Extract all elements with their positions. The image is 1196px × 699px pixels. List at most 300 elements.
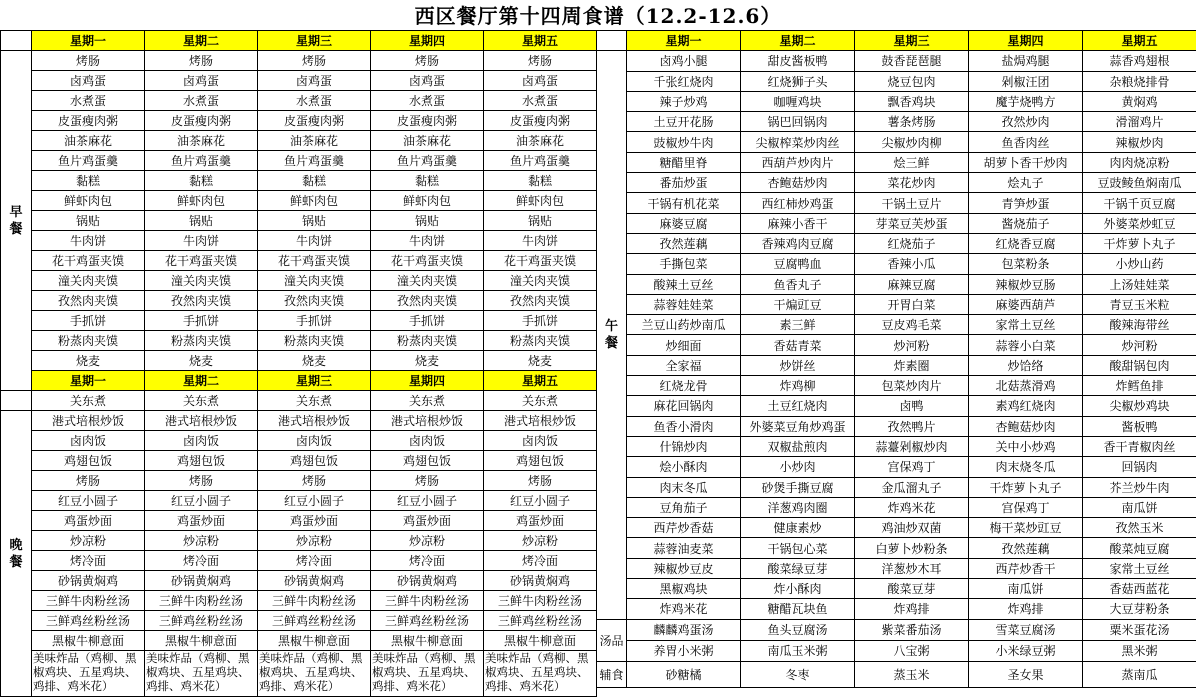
menu-cell: 孜然肉夹馍	[145, 291, 258, 311]
table-row	[597, 396, 1196, 416]
empty-corner-cell	[597, 31, 627, 51]
table-row	[1, 291, 597, 311]
menu-cell: 蒜薹剁椒炒肉	[855, 436, 969, 456]
menu-cell: 尖椒炒鸡块	[1083, 396, 1196, 416]
menu-cell: 红烧狮子头	[741, 71, 855, 91]
menu-cell: 手抓饼	[484, 311, 597, 331]
menu-cell: 家常土豆丝	[969, 315, 1083, 335]
menu-cell: 蒜蓉油麦菜	[627, 538, 741, 558]
menu-cell: 烧麦	[145, 351, 258, 371]
menu-cell: 宫保鸡丁	[969, 497, 1083, 517]
menu-cell: 卤鸡蛋	[371, 71, 484, 91]
menu-cell: 宫保鸡丁	[855, 457, 969, 477]
day-header: 星期一	[627, 31, 741, 51]
menu-cell: 尖椒炒肉柳	[855, 132, 969, 152]
menu-cell: 港式培根炒饭	[484, 411, 597, 431]
menu-cell: 鱼片鸡蛋羹	[145, 151, 258, 171]
menu-cell: 手抓饼	[145, 311, 258, 331]
menu-cell: 美味炸品（鸡柳、黑椒鸡块、五星鸡块、鸡排、鸡米花）	[32, 651, 145, 697]
menu-cell: 红豆小圆子	[32, 491, 145, 511]
menu-cell: 砂锅黄焖鸡	[32, 571, 145, 591]
menu-cell: 辣椒炒肉	[1083, 132, 1196, 152]
menu-cell: 港式培根炒饭	[145, 411, 258, 431]
menu-cell: 洋葱鸡肉圈	[741, 497, 855, 517]
menu-cell: 黑椒牛柳意面	[32, 631, 145, 651]
menu-cell: 锅贴	[145, 211, 258, 231]
menu-cell: 水煮蛋	[32, 91, 145, 111]
page-title: 西区餐厅第十四周食谱（12.2-12.6）	[414, 4, 782, 28]
menu-cell: 千张红烧肉	[627, 71, 741, 91]
menu-cell: 健康素炒	[741, 518, 855, 538]
menu-cell: 鼓香琵琶腿	[855, 51, 969, 71]
menu-cell: 炒河粉	[1083, 335, 1196, 355]
menu-cell: 烤冷面	[484, 551, 597, 571]
menu-cell: 炒饸络	[969, 355, 1083, 375]
menu-cell: 锅贴	[371, 211, 484, 231]
menu-cell: 关东煮	[145, 391, 258, 411]
soup-label: 汤品	[597, 619, 627, 661]
table-row	[597, 497, 1196, 517]
table-row	[597, 640, 1196, 661]
menu-cell: 鲜虾肉包	[484, 191, 597, 211]
menu-cell: 红烧龙骨	[627, 376, 741, 396]
menu-cell: 手撕包菜	[627, 254, 741, 274]
table-row	[597, 619, 1196, 640]
menu-cell: 美味炸品（鸡柳、黑椒鸡块、五星鸡块、鸡排、鸡米花）	[484, 651, 597, 697]
menu-cell: 卤鸡小腿	[627, 51, 741, 71]
menu-cell: 牛肉饼	[145, 231, 258, 251]
menu-cell: 美味炸品（鸡柳、黑椒鸡块、五星鸡块、鸡排、鸡米花）	[258, 651, 371, 697]
menu-cell: 酸辣海带丝	[1083, 315, 1196, 335]
table-row	[1, 331, 597, 351]
table-row	[597, 376, 1196, 396]
side-dish-label: 辅食	[597, 661, 627, 687]
menu-cell: 包菜粉条	[969, 254, 1083, 274]
menu-cell: 关中小炒鸡	[969, 436, 1083, 456]
table-row	[1, 111, 597, 131]
menu-cell: 炸鸡排	[855, 599, 969, 619]
menu-cell: 炒凉粉	[258, 531, 371, 551]
menu-cell: 鸡蛋炒面	[32, 511, 145, 531]
menu-cell: 砂锅黄焖鸡	[145, 571, 258, 591]
menu-cell: 红烧香豆腐	[969, 233, 1083, 253]
menu-cell: 豉椒炒牛肉	[627, 132, 741, 152]
menu-cell: 烧麦	[258, 351, 371, 371]
menu-cell: 上汤娃娃菜	[1083, 274, 1196, 294]
table-row	[1, 591, 597, 611]
menu-cell: 烤肠	[32, 471, 145, 491]
menu-cell: 飘香鸡块	[855, 91, 969, 111]
table-row	[1, 311, 597, 331]
menu-cell: 辣椒炒豆皮	[627, 558, 741, 578]
menu-cell: 北菇蒸滑鸡	[969, 376, 1083, 396]
menu-cell: 炸鸡排	[969, 599, 1083, 619]
menu-cell: 粉蒸肉夹馍	[258, 331, 371, 351]
menu-cell: 辣子炒鸡	[627, 91, 741, 111]
menu-cell: 黑椒牛柳意面	[145, 631, 258, 651]
menu-cell: 麻辣豆腐	[855, 274, 969, 294]
menu-cell: 番茄炒蛋	[627, 173, 741, 193]
table-row	[597, 579, 1196, 599]
menu-cell: 卤鸡蛋	[258, 71, 371, 91]
menu-cell: 八宝粥	[855, 640, 969, 661]
menu-cell: 酸菜炖豆腐	[1083, 538, 1196, 558]
menu-cell: 港式培根炒饭	[371, 411, 484, 431]
menu-cell: 豆皮鸡毛菜	[855, 315, 969, 335]
menu-cell: 卤鸡蛋	[145, 71, 258, 91]
table-row	[597, 274, 1196, 294]
menu-cell: 孜然肉夹馍	[32, 291, 145, 311]
menu-cell: 锅贴	[484, 211, 597, 231]
menu-cell: 黄焖鸡	[1083, 91, 1196, 111]
menu-cell: 素三鲜	[741, 315, 855, 335]
menu-cell: 蒜蓉娃娃菜	[627, 294, 741, 314]
menu-cell: 卤肉饭	[484, 431, 597, 451]
menu-cell: 圣女果	[969, 661, 1083, 687]
menu-cell: 烤肠	[371, 471, 484, 491]
menu-cell: 大豆芽粉条	[1083, 599, 1196, 619]
menu-cell: 全家福	[627, 355, 741, 375]
menu-cell: 潼关肉夹馍	[371, 271, 484, 291]
menu-cell: 花干鸡蛋夹馍	[484, 251, 597, 271]
table-row	[1, 351, 597, 371]
menu-cell: 干锅千页豆腐	[1083, 193, 1196, 213]
menu-cell: 鲜虾肉包	[371, 191, 484, 211]
menu-cell: 三鲜牛肉粉丝汤	[371, 591, 484, 611]
menu-cell: 烤肠	[484, 51, 597, 71]
menu-cell: 麻辣小香干	[741, 213, 855, 233]
table-row	[1, 51, 597, 71]
day-header: 星期二	[145, 371, 258, 391]
menu-cell: 豆腐鸭血	[741, 254, 855, 274]
menu-cell: 小炒肉	[741, 457, 855, 477]
menu-cell: 锅贴	[258, 211, 371, 231]
menu-cell: 养胃小米粥	[627, 640, 741, 661]
menu-cell: 干锅有机花菜	[627, 193, 741, 213]
menu-cell: 关东煮	[32, 391, 145, 411]
breakfast-label-text: 早餐	[9, 204, 23, 237]
menu-cell: 烤肠	[145, 471, 258, 491]
day-header: 星期四	[371, 371, 484, 391]
day-header: 星期五	[484, 371, 597, 391]
menu-cell: 鸡蛋炒面	[258, 511, 371, 531]
menu-cell: 开胃白菜	[855, 294, 969, 314]
menu-cell: 砂糖橘	[627, 661, 741, 687]
menu-cell: 尖椒榨菜炒肉丝	[741, 132, 855, 152]
menu-cell: 鸡翅包饭	[145, 451, 258, 471]
menu-cell: 冬枣	[741, 661, 855, 687]
menu-cell: 烩三鲜	[855, 152, 969, 172]
menu-cell: 烤冷面	[145, 551, 258, 571]
table-row	[597, 661, 1196, 687]
menu-cell: 卤鸡蛋	[484, 71, 597, 91]
menu-cell: 杏鲍菇炒肉	[741, 173, 855, 193]
menu-cell: 美味炸品（鸡柳、黑椒鸡块、五星鸡块、鸡排、鸡米花）	[371, 651, 484, 697]
table-row	[1, 611, 597, 631]
menu-cell: 干炸萝卜丸子	[1083, 233, 1196, 253]
table-row	[1, 151, 597, 171]
table-row	[597, 213, 1196, 233]
menu-cell: 烤肠	[258, 471, 371, 491]
menu-cell: 卤肉饭	[258, 431, 371, 451]
lunch-label-text: 午餐	[604, 318, 618, 351]
menu-cell: 包菜炒肉片	[855, 376, 969, 396]
menu-cell: 炒凉粉	[371, 531, 484, 551]
menu-cell: 紫菜番茄汤	[855, 619, 969, 640]
menu-cell: 油茶麻花	[484, 131, 597, 151]
menu-cell: 炒凉粉	[145, 531, 258, 551]
menu-cell: 烧麦	[32, 351, 145, 371]
menu-cell: 炒凉粉	[32, 531, 145, 551]
menu-cell: 肉末冬瓜	[627, 477, 741, 497]
right-menu-table	[596, 30, 1196, 688]
menu-cell: 香菇西蓝花	[1083, 579, 1196, 599]
day-header: 星期五	[484, 31, 597, 51]
menu-cell: 鲜虾肉包	[258, 191, 371, 211]
menu-cell: 卤肉饭	[32, 431, 145, 451]
menu-cell: 雪菜豆腐汤	[969, 619, 1083, 640]
menu-cell: 黑椒鸡块	[627, 579, 741, 599]
breakfast-label	[1, 51, 32, 391]
menu-cell: 鲜虾肉包	[32, 191, 145, 211]
menu-cell: 关东煮	[258, 391, 371, 411]
menu-cell: 烩小酥肉	[627, 457, 741, 477]
table-row	[1, 571, 597, 591]
menu-cell: 烤冷面	[258, 551, 371, 571]
menu-cell: 西红柿炒鸡蛋	[741, 193, 855, 213]
menu-cell: 鸡油炒双菌	[855, 518, 969, 538]
menu-cell: 青豆玉米粒	[1083, 294, 1196, 314]
menu-cell: 卤鸭	[855, 396, 969, 416]
menu-cell: 麟麟鸡蛋汤	[627, 619, 741, 640]
menu-cell: 牛肉饼	[32, 231, 145, 251]
menu-cell: 豆角茄子	[627, 497, 741, 517]
table-row	[597, 477, 1196, 497]
menu-cell: 孜然鸭片	[855, 416, 969, 436]
menu-cell: 鱼香小滑肉	[627, 416, 741, 436]
menu-cell: 砂锅黄焖鸡	[258, 571, 371, 591]
menu-cell: 孜然炒肉	[969, 112, 1083, 132]
menu-cell: 蒸南瓜	[1083, 661, 1196, 687]
menu-cell: 金瓜溜丸子	[855, 477, 969, 497]
table-row	[1, 551, 597, 571]
menu-cell: 孜然莲藕	[969, 538, 1083, 558]
menu-cell: 炒饼丝	[741, 355, 855, 375]
day-header: 星期一	[32, 371, 145, 391]
menu-cell: 烩丸子	[969, 173, 1083, 193]
menu-cell: 水煮蛋	[371, 91, 484, 111]
menu-cell: 烤冷面	[32, 551, 145, 571]
menu-cell: 鱼头豆腐汤	[741, 619, 855, 640]
menu-cell: 红豆小圆子	[371, 491, 484, 511]
table-row	[1, 431, 597, 451]
menu-cell: 炒细面	[627, 335, 741, 355]
menu-cell: 孜然肉夹馍	[258, 291, 371, 311]
table-row	[1, 631, 597, 651]
menu-cell: 蒜蓉小白菜	[969, 335, 1083, 355]
table-row	[1, 251, 597, 271]
menu-cell: 芥兰炒牛肉	[1083, 477, 1196, 497]
menu-cell: 南瓜饼	[969, 579, 1083, 599]
menu-cell: 炸鳕鱼排	[1083, 376, 1196, 396]
menu-cell: 西芹炒香菇	[627, 518, 741, 538]
menu-cell: 蒜香鸡翅根	[1083, 51, 1196, 71]
menu-cell: 鸡蛋炒面	[371, 511, 484, 531]
menu-cell: 酸辣土豆丝	[627, 274, 741, 294]
menu-cell: 红豆小圆子	[484, 491, 597, 511]
table-row	[1, 91, 597, 111]
table-row	[597, 152, 1196, 172]
menu-cell: 三鲜牛肉粉丝汤	[484, 591, 597, 611]
menu-cell: 烤冷面	[371, 551, 484, 571]
menu-cell: 兰豆山药炒南瓜	[627, 315, 741, 335]
menu-cell: 水煮蛋	[145, 91, 258, 111]
day-header: 星期三	[855, 31, 969, 51]
menu-cell: 三鲜牛肉粉丝汤	[32, 591, 145, 611]
menu-cell: 三鲜鸡丝粉丝汤	[371, 611, 484, 631]
menu-cell: 酸菜绿豆芽	[741, 558, 855, 578]
menu-cell: 皮蛋瘦肉粥	[484, 111, 597, 131]
menu-cell: 三鲜鸡丝粉丝汤	[145, 611, 258, 631]
table-row	[597, 112, 1196, 132]
menu-cell: 孜然肉夹馍	[371, 291, 484, 311]
menu-cell: 素鸡红烧肉	[969, 396, 1083, 416]
day-header-row	[597, 31, 1196, 51]
menu-cell: 小米绿豆粥	[969, 640, 1083, 661]
dinner-label	[1, 411, 32, 697]
menu-cell: 黑椒牛柳意面	[484, 631, 597, 651]
menu-cell: 鸡翅包饭	[32, 451, 145, 471]
menu-cell: 皮蛋瘦肉粥	[32, 111, 145, 131]
table-row	[597, 355, 1196, 375]
menu-cell: 手抓饼	[32, 311, 145, 331]
menu-cell: 黏糕	[32, 171, 145, 191]
menu-cell: 酱板鸭	[1083, 416, 1196, 436]
menu-cell: 南瓜玉米粥	[741, 640, 855, 661]
empty-corner-cell	[1, 31, 32, 51]
menu-cell: 豆豉鲮鱼焖南瓜	[1083, 173, 1196, 193]
menu-cell: 炒河粉	[855, 335, 969, 355]
menu-cell: 杏鲍菇炒肉	[969, 416, 1083, 436]
table-row	[597, 457, 1196, 477]
menu-cell: 烤肠	[484, 471, 597, 491]
menu-cell: 咖喱鸡块	[741, 91, 855, 111]
table-row	[1, 471, 597, 491]
menu-cell: 港式培根炒饭	[32, 411, 145, 431]
table-row	[597, 51, 1196, 71]
menu-cell: 滑溜鸡片	[1083, 112, 1196, 132]
table-row	[1, 131, 597, 151]
menu-cell: 鸡翅包饭	[484, 451, 597, 471]
menu-cell: 牛肉饼	[484, 231, 597, 251]
menu-cell: 鱼片鸡蛋羹	[32, 151, 145, 171]
table-row	[1, 271, 597, 291]
table-row	[597, 558, 1196, 578]
menu-cell: 麻婆豆腐	[627, 213, 741, 233]
table-row	[597, 518, 1196, 538]
table-row	[597, 294, 1196, 314]
menu-cell: 油茶麻花	[371, 131, 484, 151]
table-row	[1, 171, 597, 191]
menu-cell: 关东煮	[484, 391, 597, 411]
day-header: 星期三	[258, 31, 371, 51]
day-header: 星期二	[145, 31, 258, 51]
menu-cell: 双椒盐煎肉	[741, 436, 855, 456]
menu-cell: 麻婆西葫芦	[969, 294, 1083, 314]
menu-cell: 干锅土豆片	[855, 193, 969, 213]
menu-cell: 土豆开花肠	[627, 112, 741, 132]
menu-cell: 盐焗鸡腿	[969, 51, 1083, 71]
table-row	[597, 233, 1196, 253]
menu-cell: 什锦炒肉	[627, 436, 741, 456]
menu-cell: 三鲜鸡丝粉丝汤	[32, 611, 145, 631]
table-row	[597, 193, 1196, 213]
menu-cell: 香菇青菜	[741, 335, 855, 355]
menu-cell: 酱烧茄子	[969, 213, 1083, 233]
menu-cell: 西葫芦炒肉片	[741, 152, 855, 172]
menu-cell: 油茶麻花	[258, 131, 371, 151]
table-row	[597, 416, 1196, 436]
left-menu-table	[0, 30, 597, 697]
table-row	[1, 211, 597, 231]
menu-cell: 麻花回锅肉	[627, 396, 741, 416]
menu-cell: 砂锅黄焖鸡	[371, 571, 484, 591]
menu-cell: 酸甜锅包肉	[1083, 355, 1196, 375]
menu-cell: 水煮蛋	[484, 91, 597, 111]
menu-cell: 卤鸡蛋	[32, 71, 145, 91]
menu-cell: 黏糕	[371, 171, 484, 191]
table-row	[1, 191, 597, 211]
menu-cell: 红烧茄子	[855, 233, 969, 253]
menu-cell: 粟米蛋花汤	[1083, 619, 1196, 640]
menu-cell: 芽菜豆芙炒蛋	[855, 213, 969, 233]
menu-cell: 手抓饼	[258, 311, 371, 331]
menu-cell: 西芹炒香干	[969, 558, 1083, 578]
day-header-row	[1, 31, 597, 51]
menu-cell: 港式培根炒饭	[258, 411, 371, 431]
table-row	[1, 411, 597, 431]
menu-cell: 干煸豇豆	[741, 294, 855, 314]
menu-cell: 干锅包心菜	[741, 538, 855, 558]
table-row	[597, 71, 1196, 91]
menu-cell: 胡萝卜香干炒肉	[969, 152, 1083, 172]
menu-cell: 牛肉饼	[371, 231, 484, 251]
menu-cell: 南瓜饼	[1083, 497, 1196, 517]
menu-cell: 杂粮烧排骨	[1083, 71, 1196, 91]
menu-cell: 鱼片鸡蛋羹	[371, 151, 484, 171]
table-row	[597, 254, 1196, 274]
menu-cell: 潼关肉夹馍	[145, 271, 258, 291]
lunch-label	[597, 51, 627, 619]
menu-cell: 手抓饼	[371, 311, 484, 331]
menu-cell: 皮蛋瘦肉粥	[145, 111, 258, 131]
menu-cell: 香辣鸡肉豆腐	[741, 233, 855, 253]
table-row	[1, 511, 597, 531]
menu-cell: 黑米粥	[1083, 640, 1196, 661]
menu-cell: 鱼片鸡蛋羹	[484, 151, 597, 171]
menu-cell: 肉末烧冬瓜	[969, 457, 1083, 477]
menu-cell: 花干鸡蛋夹馍	[258, 251, 371, 271]
menu-cell: 花干鸡蛋夹馍	[32, 251, 145, 271]
menu-cell: 锅贴	[32, 211, 145, 231]
menu-cell: 烤肠	[32, 51, 145, 71]
menu-cell: 炸小酥肉	[741, 579, 855, 599]
menu-cell: 香干青椒肉丝	[1083, 436, 1196, 456]
table-row	[597, 91, 1196, 111]
menu-cell: 三鲜牛肉粉丝汤	[145, 591, 258, 611]
menu-cell: 炒凉粉	[484, 531, 597, 551]
day-header: 星期二	[741, 31, 855, 51]
